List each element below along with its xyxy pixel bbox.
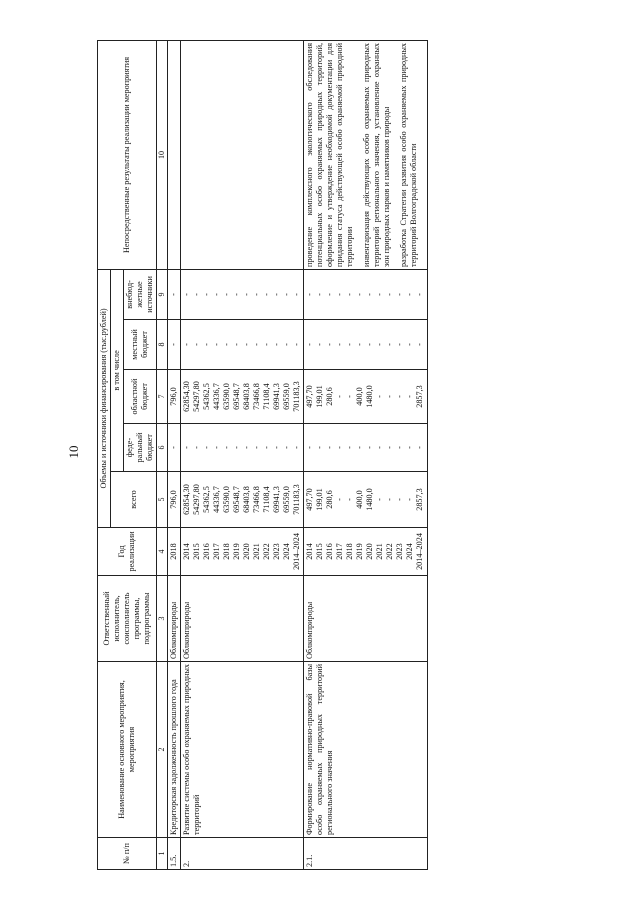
col-number: 7 [157, 370, 168, 424]
cell-value: - [394, 395, 404, 398]
cell-value: 2019 [354, 543, 364, 560]
cell-value: 497,70 [304, 488, 314, 511]
local-cell [303, 320, 427, 370]
cell-value: 2016 [201, 543, 211, 560]
cell-value: - [201, 446, 211, 449]
header-responsible: Ответственный исполнитель, соисполнитель программы, подпрограммы [98, 576, 157, 662]
cell-value: - [324, 343, 334, 346]
cell-value: - [344, 293, 354, 296]
cell-value: 2017 [211, 543, 221, 560]
cell-value: - [191, 446, 201, 449]
result-item: разработка Стратегии развития особо охраняемых природных территорий Волгоградской области [398, 43, 418, 267]
cell-value: 69559,0 [281, 486, 291, 513]
col-number: 10 [157, 41, 168, 270]
cell-value: 2018 [221, 543, 231, 560]
cell-value: - [344, 343, 354, 346]
cell-value: - [211, 293, 221, 296]
cell-value: 2018 [168, 543, 178, 560]
cell-value: - [394, 446, 404, 449]
cell-value: - [394, 343, 404, 346]
cell-value: - [181, 293, 191, 296]
local-cell [180, 320, 303, 370]
regional-cell [167, 370, 180, 424]
cell-value: 73466,8 [251, 383, 261, 410]
col-number: 5 [157, 472, 168, 528]
year-cell [303, 528, 427, 576]
table-row [303, 41, 427, 870]
cell-value: 199,01 [314, 488, 324, 511]
rotated-table-area [97, 40, 607, 870]
cell-value: - [384, 293, 394, 296]
cell-value: 2021 [374, 543, 384, 560]
cell-value: - [231, 343, 241, 346]
header-results: Непосредственные результаты реализации мероприятия [98, 41, 157, 270]
program-table [97, 40, 428, 870]
row-responsible: Облкомприроды [167, 576, 180, 662]
cell-value: - [291, 293, 301, 296]
row-name: Развитие системы особо охраняемых природных территорий [180, 662, 303, 838]
cell-value: - [334, 293, 344, 296]
cell-value: - [271, 343, 281, 346]
year-cell [167, 528, 180, 576]
cell-value: - [414, 343, 424, 346]
col-number: 4 [157, 528, 168, 576]
cell-value: - [314, 446, 324, 449]
header-federal: феде- ральный бюджет [124, 424, 157, 472]
cell-value: - [168, 446, 178, 449]
cell-value: - [168, 343, 178, 346]
cell-value: - [364, 446, 374, 449]
cell-value: - [261, 343, 271, 346]
year-cell [180, 528, 303, 576]
result-item: инвентаризация действующих особо охраняемых природных территорий регионального значения, установление охранных зон природных парков и памятников природы [361, 43, 391, 267]
regional-cell [180, 370, 303, 424]
cell-value: - [324, 446, 334, 449]
header-regional: областной бюджет [124, 370, 157, 424]
cell-value: - [181, 446, 191, 449]
cell-value: - [211, 446, 221, 449]
table-row [167, 41, 180, 870]
cell-value: 2014 [304, 543, 314, 560]
cell-value: 71108,4 [261, 383, 271, 410]
cell-value: - [261, 293, 271, 296]
cell-value: 400,0 [354, 490, 364, 509]
cell-value: - [344, 446, 354, 449]
page-number: 10 [66, 445, 81, 459]
cell-value: 63590,0 [221, 486, 231, 513]
row-results [180, 41, 303, 270]
cell-value: - [191, 293, 201, 296]
cell-value: 2018 [344, 543, 354, 560]
cell-value: - [271, 446, 281, 449]
cell-value: - [261, 446, 271, 449]
cell-value: - [374, 498, 384, 501]
table-body [167, 41, 427, 870]
cell-value: 2019 [231, 543, 241, 560]
table-row [180, 41, 303, 870]
cell-value: - [394, 293, 404, 296]
cell-value: 2014–2024 [414, 533, 424, 570]
col-number: 9 [157, 269, 168, 319]
cell-value: - [221, 446, 231, 449]
cell-value: 69548,7 [231, 383, 241, 410]
cell-value: - [271, 293, 281, 296]
federal-cell [303, 424, 427, 472]
cell-value: - [374, 343, 384, 346]
cell-value: - [191, 343, 201, 346]
cell-value: 2021 [251, 543, 261, 560]
total-cell [167, 472, 180, 528]
cell-value: - [334, 395, 344, 398]
cell-value: - [384, 446, 394, 449]
cell-value: - [221, 293, 231, 296]
row-responsible: Облкомприроды [303, 576, 427, 662]
federal-cell [167, 424, 180, 472]
cell-value: 2014 [181, 543, 191, 560]
cell-value: 44336,7 [211, 383, 221, 410]
cell-value: 2023 [394, 543, 404, 560]
cell-value: 2023 [271, 543, 281, 560]
cell-value: - [404, 293, 414, 296]
extra-cell [303, 269, 427, 319]
header-total: всего [111, 472, 157, 528]
col-number: 2 [157, 662, 168, 838]
col-number: 6 [157, 424, 168, 472]
cell-value: 73466,8 [251, 486, 261, 513]
cell-value: - [404, 395, 414, 398]
cell-value: - [181, 343, 191, 346]
cell-value: - [324, 293, 334, 296]
cell-value: - [241, 343, 251, 346]
cell-value: 54362,5 [201, 383, 211, 410]
result-item: проведение комплексного экологического обследования потенциальных особо охраняемых природных территорий, оформление и утверждение необходимой документации для придания статуса действующей особо охраняемой природной территории [304, 43, 354, 267]
row-name: Формирование нормативно-правовой базы особо охраняемых природных территорий регионального значения [303, 662, 427, 838]
cell-value: 2024 [281, 543, 291, 560]
row-number: 1.5. [167, 838, 180, 870]
cell-value: 54297,80 [191, 484, 201, 515]
cell-value: 2016 [324, 543, 334, 560]
cell-value: 2015 [314, 543, 324, 560]
cell-value: - [291, 446, 301, 449]
cell-value: - [201, 343, 211, 346]
cell-value: - [314, 293, 324, 296]
cell-value: 2022 [384, 543, 394, 560]
cell-value: - [374, 395, 384, 398]
cell-value: - [231, 446, 241, 449]
cell-value: 2015 [191, 543, 201, 560]
header-year: Год реализации [98, 528, 157, 576]
cell-value: - [394, 498, 404, 501]
col-number: 8 [157, 320, 168, 370]
cell-value: - [374, 446, 384, 449]
cell-value: - [364, 343, 374, 346]
cell-value: 1480,0 [364, 488, 374, 511]
cell-value: 2857,3 [414, 385, 424, 408]
cell-value: - [251, 293, 261, 296]
cell-value: - [404, 343, 414, 346]
cell-value: 701183,3 [291, 381, 301, 412]
cell-value: 62854,30 [181, 381, 191, 412]
cell-value: 2014–2024 [291, 533, 301, 570]
cell-value: - [314, 343, 324, 346]
cell-value: - [304, 446, 314, 449]
cell-value: 2020 [241, 543, 251, 560]
extra-cell [180, 269, 303, 319]
header-no: № п/п [98, 838, 157, 870]
cell-value: 2857,3 [414, 488, 424, 511]
cell-value: - [281, 343, 291, 346]
cell-value: - [354, 343, 364, 346]
cell-value: - [334, 498, 344, 501]
header-local: местный бюджет [124, 320, 157, 370]
cell-value: 44336,7 [211, 486, 221, 513]
cell-value: - [291, 343, 301, 346]
cell-value: - [281, 293, 291, 296]
row-responsible: Облкомприроды [180, 576, 303, 662]
cell-value: 69548,7 [231, 486, 241, 513]
header-name: Наименование основного мероприятия, мероприятия [98, 662, 157, 838]
cell-value: 68403,8 [241, 486, 251, 513]
cell-value: 1480,0 [364, 385, 374, 408]
cell-value: - [404, 498, 414, 501]
header-funding: Объемы и источники финансирования (тыс.рублей) [98, 269, 111, 527]
cell-value: - [384, 343, 394, 346]
cell-value: - [168, 293, 178, 296]
cell-value: 400,0 [354, 387, 364, 406]
row-results [303, 41, 427, 270]
local-cell [167, 320, 180, 370]
regional-cell [303, 370, 427, 424]
cell-value: 69941,3 [271, 486, 281, 513]
cell-value: 2024 [404, 543, 414, 560]
cell-value: - [304, 343, 314, 346]
cell-value: - [251, 343, 261, 346]
cell-value: - [344, 395, 354, 398]
row-number: 2.1. [303, 838, 427, 870]
row-results [167, 41, 180, 270]
cell-value: - [251, 446, 261, 449]
cell-value: - [354, 446, 364, 449]
cell-value: 69559,0 [281, 383, 291, 410]
row-number: 2. [180, 838, 303, 870]
cell-value: 796,0 [168, 387, 178, 406]
cell-value: - [414, 293, 424, 296]
cell-value: - [241, 293, 251, 296]
cell-value: 497,70 [304, 385, 314, 408]
extra-cell [167, 269, 180, 319]
cell-value: - [384, 498, 394, 501]
cell-value: 280,6 [324, 387, 334, 406]
cell-value: - [334, 343, 344, 346]
row-name: Кредиторская задолженность прошлого года [167, 662, 180, 838]
cell-value: - [201, 293, 211, 296]
header-including: в том числе [111, 269, 124, 471]
cell-value: 796,0 [168, 490, 178, 509]
cell-value: - [414, 446, 424, 449]
cell-value: 69941,3 [271, 383, 281, 410]
cell-value: - [231, 293, 241, 296]
total-cell [303, 472, 427, 528]
cell-value: 62854,30 [181, 484, 191, 515]
cell-value: 68403,8 [241, 383, 251, 410]
cell-value: - [404, 446, 414, 449]
total-cell [180, 472, 303, 528]
cell-value: - [221, 343, 231, 346]
cell-value: 2022 [261, 543, 271, 560]
cell-value: - [304, 293, 314, 296]
cell-value: 701183,3 [291, 484, 301, 515]
cell-value: - [211, 343, 221, 346]
cell-value: 71108,4 [261, 486, 271, 513]
federal-cell [180, 424, 303, 472]
cell-value: - [384, 395, 394, 398]
cell-value: 2017 [334, 543, 344, 560]
cell-value: 63590,0 [221, 383, 231, 410]
cell-value: - [241, 446, 251, 449]
cell-value: 54297,80 [191, 381, 201, 412]
header-extra: внебюд- жетные источники [124, 269, 157, 319]
cell-value: - [364, 293, 374, 296]
cell-value: 54362,5 [201, 486, 211, 513]
cell-value: 199,01 [314, 385, 324, 408]
cell-value: - [334, 446, 344, 449]
cell-value: 2020 [364, 543, 374, 560]
col-number: 3 [157, 576, 168, 662]
cell-value: - [344, 498, 354, 501]
cell-value: 280,6 [324, 490, 334, 509]
cell-value: - [374, 293, 384, 296]
cell-value: - [354, 293, 364, 296]
cell-value: - [281, 446, 291, 449]
col-number: 1 [157, 838, 168, 870]
